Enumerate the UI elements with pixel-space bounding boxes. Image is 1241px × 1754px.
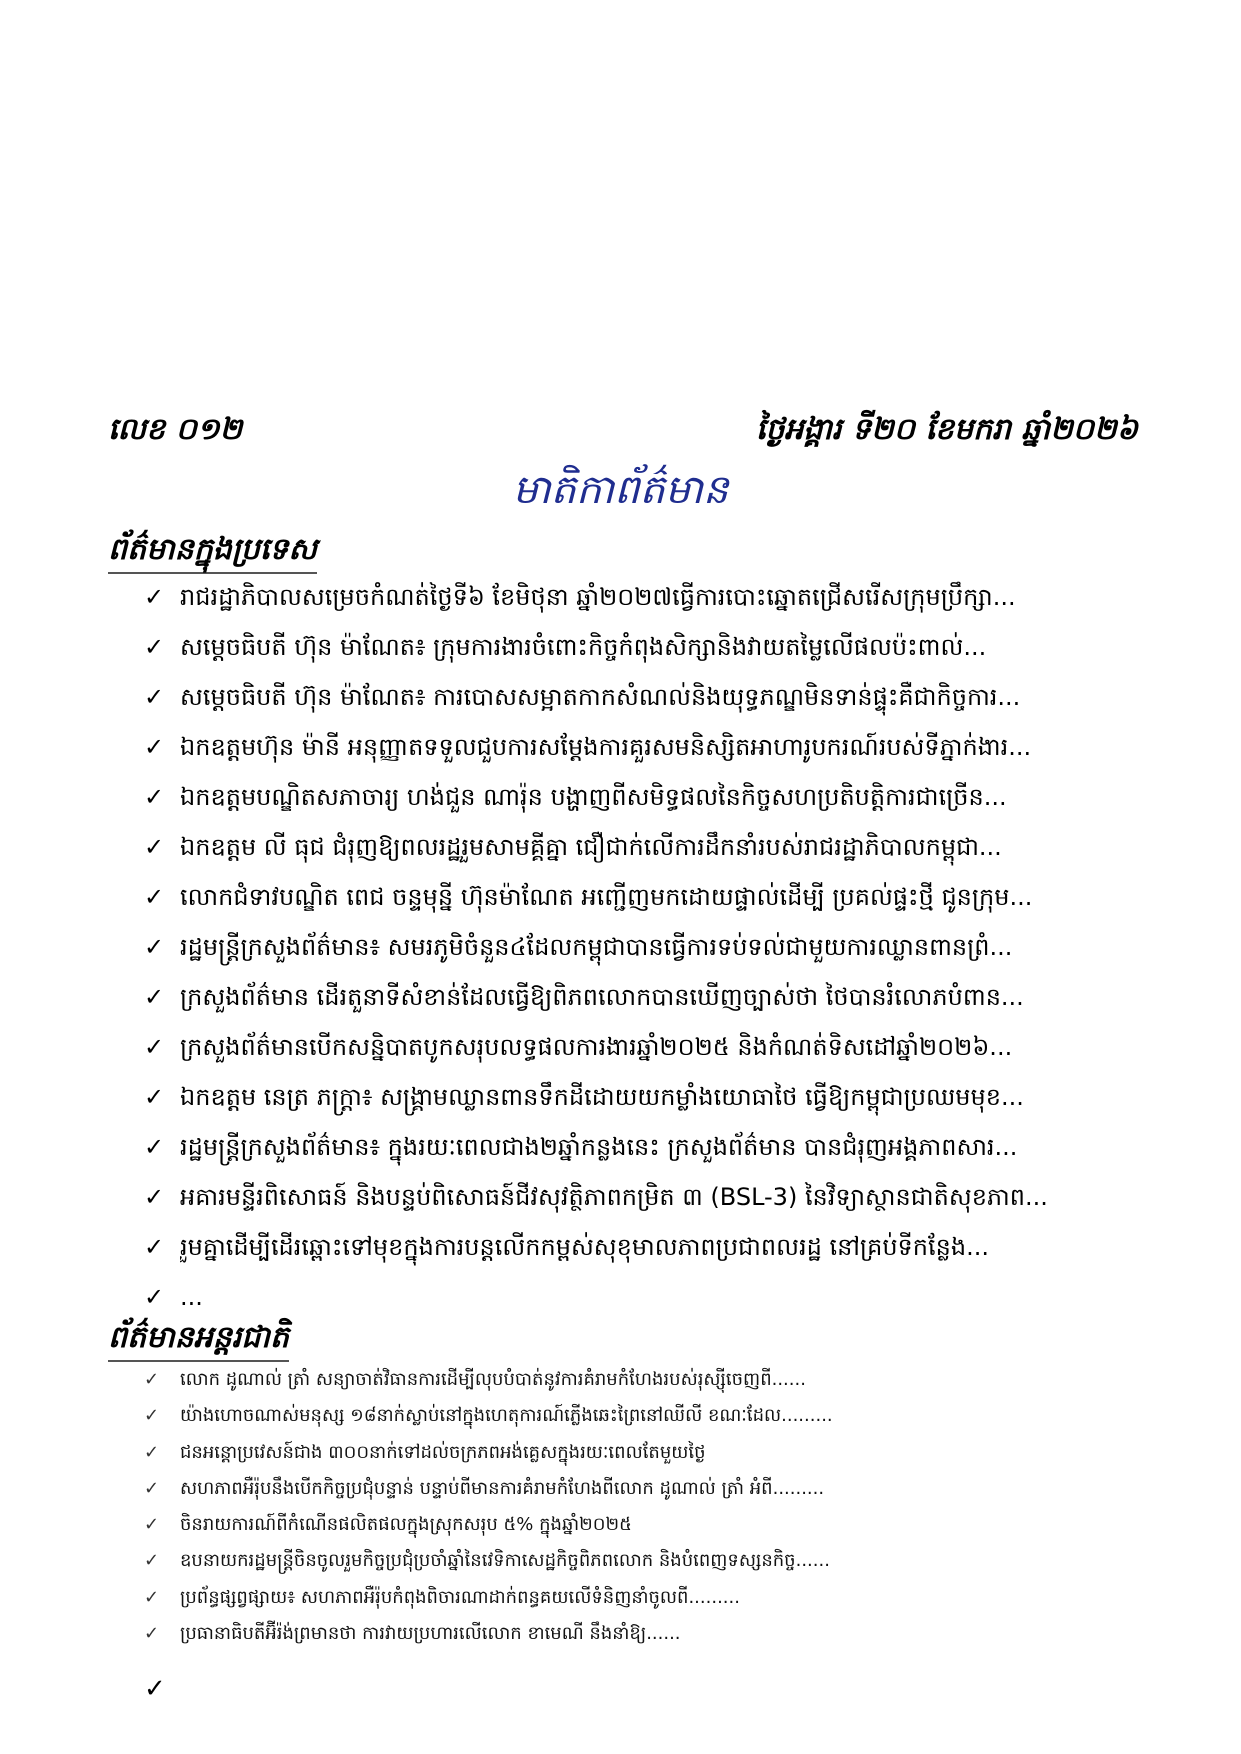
check-icon: ✓ [144,783,165,811]
check-icon: ✓ [144,1550,160,1572]
list-item[interactable] [140,972,1140,1022]
news-headline: លោក ដូណាល់ ត្រាំ សន្យាចាត់វិធានការដើម្បីលុបបំបាត់នូវការគំរាមកំហែងរបស់រុស្ស៊ីចេញពី...... [180,1369,806,1390]
check-icon: ✓ [144,1623,160,1645]
news-headline: ឧបនាយករដ្ឋមន្ត្រីចិនចូលរួមកិច្ចប្រជុំប្រចាំឆ្នាំនៃវេទិកាសេដ្ឋកិច្ចពិភពលោក និងបំពេញទស្សនកិច្ច...... [180,1550,830,1572]
list-item[interactable] [140,1580,1140,1616]
news-headline: អគារមន្ទីរពិសោធន៍ និងបន្ទប់ពិសោធន៍ជីវសុវត្ថិភាពកម្រិត ៣ (BSL-3) នៃវិទ្យាស្ថានជាតិសុខភាព... [180,1183,1048,1211]
list-item[interactable] [140,822,1140,872]
list-item[interactable] [140,922,1140,972]
news-headline: រដ្ឋមន្ត្រីក្រសួងព័ត៌មាន៖ សមរភូមិចំនួន៤ដែលកម្ពុជាបានធ្វើការទប់ទល់ជាមួយការឈ្លានពានព្រំ... [180,933,1013,961]
check-icon: ✓ [144,1514,160,1536]
news-headline: ឯកឧត្តម លី ធុជ ជំរុញឱ្យពលរដ្ឋរួមសាមគ្គីគ្នា ជឿជាក់លើការដឹកនាំរបស់រាជរដ្ឋាភិបាលកម្ពុជា... [180,833,1002,861]
news-headline: រដ្ឋមន្ត្រីក្រសួងព័ត៌មាន៖ ក្នុងរយៈពេលជាង២ឆ្នាំកន្លងនេះ ក្រសួងព័ត៌មាន បានជំរុញអង្គភាពសារ... [180,1133,1018,1161]
list-item[interactable] [140,1507,1140,1543]
news-headline: ប្រព័ន្ធផ្សព្វផ្សាយ៖ សហភាពអឺរ៉ុបកំពុងពិចារណាដាក់ពន្ធគយលើទំនិញនាំចូលពី......... [180,1586,740,1608]
list-item[interactable] [140,1122,1140,1172]
news-headline: ជនអន្តោប្រវេសន៍ជាង ៣០០នាក់ទៅដល់ចក្រភពអង់គ្លេសក្នុងរយៈពេលតែមួយថ្ងៃ [180,1441,706,1463]
check-icon: ✓ [144,1233,165,1261]
section-heading-local-news: ព័ត៌មានក្នុងប្រទេស [108,528,317,574]
news-headline: ចិនរាយការណ៍ពីកំណើនផលិតផលក្នុងស្រុកសរុប ៥% ក្នុងឆ្នាំ២០២៥ [180,1514,632,1536]
check-icon: ✓ [144,683,165,711]
check-icon: ✓ [144,983,165,1011]
news-headline: រួមគ្នាដើម្បីដើរឆ្ពោះទៅមុខក្នុងការបន្តលើកកម្ពស់សុខុមាលភាពប្រជាពលរដ្ឋ នៅគ្រប់ទីកន្លែង... [180,1233,989,1261]
check-icon: ✓ [144,933,165,961]
check-icon: ✓ [144,1441,160,1463]
list-item[interactable] [140,1616,1140,1652]
list-item[interactable] [140,722,1140,772]
page-title: មាតិកាព័ត៌មាន [512,467,729,513]
list-item [140,1272,1140,1322]
list-item[interactable] [140,872,1140,922]
list-item[interactable] [140,622,1140,672]
list-item[interactable] [140,572,1140,622]
check-icon: ✓ [144,633,165,661]
news-headline: រាជរដ្ឋាភិបាលសម្រេចកំណត់ថ្ងៃទី៦ ខែមិថុនា ឆ្នាំ២០២៧ធ្វើការបោះឆ្នោតជ្រើសរើសក្រុមប្រឹក្សា... [180,583,1016,611]
list-item[interactable] [140,1398,1140,1434]
international-news-list [140,1362,1140,1652]
check-icon: ✓ [144,1405,160,1427]
news-headline: ឯកឧត្តម នេត្រ ភក្ត្រា៖ សង្គ្រាមឈ្លានពានទឹកដីដោយយកម្លាំងយោធាថៃ ធ្វើឱ្យកម្ពុជាប្រឈមមុខ... [180,1083,1024,1111]
trailing-check-icon: ✓ [144,1674,166,1704]
news-headline: យ៉ាងហោចណាស់មនុស្ស ១៨នាក់ស្លាប់នៅក្នុងហេតុការណ៍ភ្លើងឆេះព្រៃនៅឈីលី ខណៈដែល......... [180,1405,833,1427]
check-icon: ✓ [144,1033,165,1061]
news-headline: សម្តេចធិបតី ហ៊ុន ម៉ាណែត៖ ការបោសសម្អាតកាកសំណល់និងយុទ្ធភណ្ឌមិនទាន់ផ្ទុះគឺជាកិច្ចការ... [180,683,1021,711]
check-icon: ✓ [144,1133,165,1161]
check-icon: ✓ [144,733,165,761]
list-item[interactable] [140,1222,1140,1272]
section-heading-international-news: ព័ត៌មានអន្តរជាតិ [108,1316,289,1362]
check-icon: ✓ [144,1183,165,1211]
local-news-list [140,572,1140,1322]
list-item[interactable] [140,1172,1140,1222]
news-headline: ឯកឧត្តមហ៊ុន ម៉ានី អនុញ្ញាតទទួលជួបការសម្តែងការគួរសមនិស្សិតអាហារូបករណ៍របស់ទីភ្នាក់ងារ... [180,733,1032,761]
news-headline: ក្រសួងព័ត៌មាន ដើរតួនាទីសំខាន់ដែលធ្វើឱ្យពិភពលោកបានឃើញច្បាស់ថា ថៃបានរំលោភបំពាន... [180,983,1024,1011]
news-headline: ប្រធានាធិបតីអ៊ីរ៉ង់ព្រមានថា ការវាយប្រហារលើលោក ខាមេណី នឹងនាំឱ្យ...... [180,1623,681,1645]
check-icon: ✓ [144,583,165,611]
check-icon: ✓ [144,1283,165,1311]
list-item[interactable] [140,1471,1140,1507]
news-headline-ellipsis: ... [180,1283,203,1311]
list-item[interactable] [140,772,1140,822]
issue-number: លេខ ០១២ [108,412,243,447]
check-icon: ✓ [144,1083,165,1111]
list-item[interactable] [140,1022,1140,1072]
list-item[interactable] [140,1543,1140,1579]
list-item[interactable] [140,1435,1140,1471]
list-item[interactable] [140,672,1140,722]
news-headline: ឯកឧត្តមបណ្ឌិតសភាចារ្យ ហង់ជួន ណារ៉ុន បង្ហាញពីសមិទ្ធផលនៃកិច្ចសហប្រតិបត្តិការជាច្រើន... [180,783,1007,811]
list-item[interactable] [140,1362,1140,1398]
check-icon: ✓ [144,883,165,911]
document-header [108,405,1138,455]
issue-date: ថ្ងៃអង្គារ ទី២០ ខែមករា ឆ្នាំ២០២៦ [755,412,1138,447]
news-headline: សម្តេចធិបតី ហ៊ុន ម៉ាណែត៖ ក្រុមការងារចំពោះកិច្ចកំពុងសិក្សានិងវាយតម្លៃលើផលប៉ះពាល់... [180,633,987,661]
check-icon: ✓ [144,1369,160,1390]
check-icon: ✓ [144,1477,160,1499]
news-headline: លោកជំទាវបណ្ឌិត ពេជ ចន្ទមុន្នី ហ៊ុនម៉ាណែត អញ្ជើញមកដោយផ្ទាល់ដើម្បី ប្រគល់ផ្ទះថ្មី ជូនក្រុម... [180,883,1033,911]
news-headline: សហភាពអឺរ៉ុបនឹងបើកកិច្ចប្រជុំបន្ទាន់ បន្ទាប់ពីមានការគំរាមកំហែងពីលោក ដូណាល់ ត្រាំ អំពី......... [180,1477,825,1499]
check-icon: ✓ [144,1586,160,1608]
list-item[interactable] [140,1072,1140,1122]
check-icon: ✓ [144,833,165,861]
news-headline: ក្រសួងព័ត៌មានបើកសន្និបាតបូកសរុបលទ្ធផលការងារឆ្នាំ២០២៥ និងកំណត់ទិសដៅឆ្នាំ២០២៦... [180,1033,1013,1061]
